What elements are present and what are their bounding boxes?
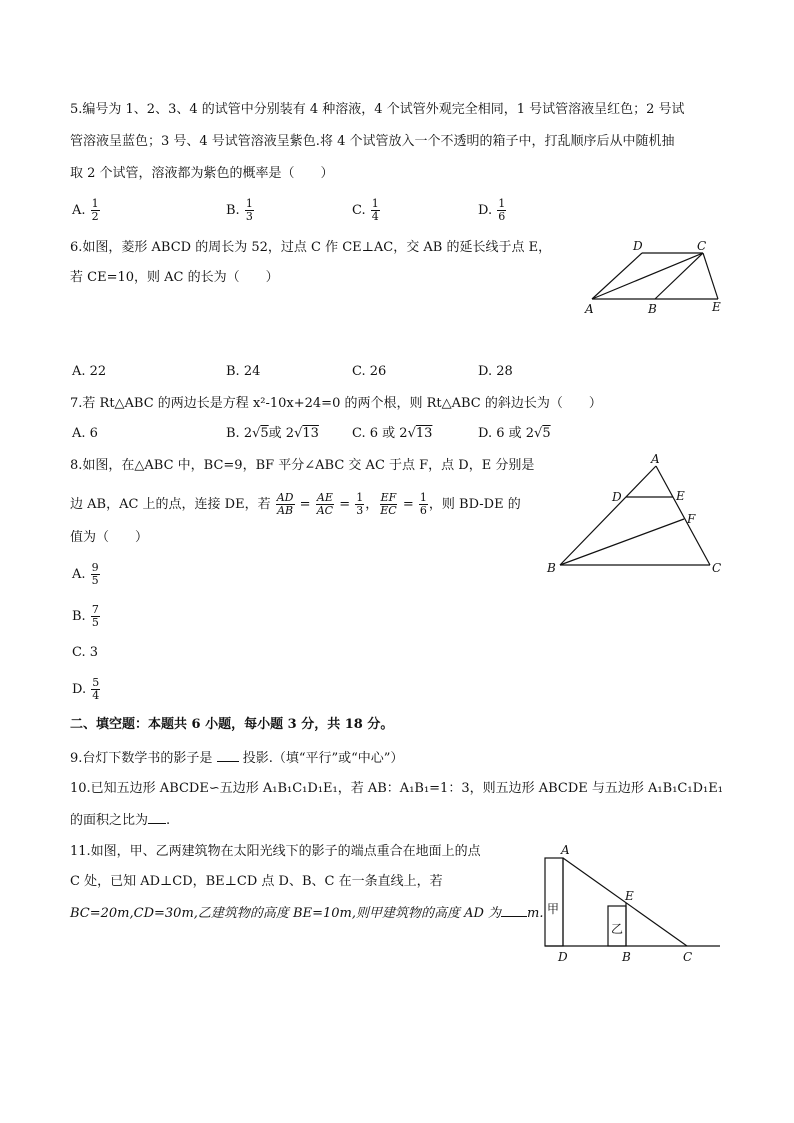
label-E: E <box>712 300 721 314</box>
label-E: E <box>676 489 685 503</box>
q7-line1: 7.若 Rt△ABC 的两边长是方程 x²-10x+24=0 的两个根，则 Rt△ABC 的斜边长为（ ） <box>70 396 602 411</box>
q7-option-c <box>352 424 432 444</box>
fraction: $\frac{7}{5}$ <box>91 603 99 629</box>
text: 的面积之比为 <box>70 813 149 828</box>
segment-AC <box>656 466 710 565</box>
answer-blank[interactable] <box>148 809 166 824</box>
fraction: $\frac{5}{4}$ <box>92 676 100 702</box>
segment-CE <box>703 253 718 299</box>
q8-option-b <box>72 604 101 629</box>
section-title: 二、填空题：本题共 6 小题，每小题 3 分，共 18 分。 <box>70 717 394 732</box>
text: m. <box>527 906 544 921</box>
radicand: 5 <box>542 426 551 441</box>
text: 9.台灯下数学书的影子是 <box>70 751 213 766</box>
equals: = <box>402 497 414 512</box>
q8-line3: 值为（ ） <box>70 530 149 545</box>
option-text: B. 2 <box>226 426 253 441</box>
fraction: $\frac{EF}{EC}$ <box>380 491 397 517</box>
label-B: B <box>648 302 657 316</box>
radicand: 13 <box>302 426 319 441</box>
fraction: $\frac{1}{3}$ <box>356 491 364 517</box>
q6-option-a: A. 22 <box>72 364 107 379</box>
label-D: D <box>633 239 643 253</box>
text: BC=20m,CD=30m,乙建筑物的高度 BE=10m,则甲建筑物的高度 AD 为 <box>70 906 502 921</box>
q6-option-d: D. 28 <box>478 364 513 379</box>
sqrt-icon: √ <box>407 426 416 441</box>
q7-option-b <box>226 424 319 444</box>
label-C: C <box>712 561 722 575</box>
q8-option-a <box>72 562 101 587</box>
option-label: C. <box>352 203 366 218</box>
label-B: B <box>547 561 556 575</box>
sqrt-icon: √ <box>252 426 261 441</box>
label-yi: 乙 <box>611 922 624 936</box>
option-label: B. <box>226 203 240 218</box>
text: . <box>166 813 171 828</box>
segment-AB <box>560 466 656 565</box>
segment-BC <box>655 253 703 299</box>
radicand: 13 <box>415 426 433 441</box>
label-D: D <box>612 490 622 504</box>
fraction: $\frac{1}{3}$ <box>245 197 253 223</box>
q11-line1: 11.如图，甲、乙两建筑物在太阳光线下的影子的端点重合在地面上的点 <box>70 844 481 859</box>
fraction: $\frac{1}{4}$ <box>371 197 379 223</box>
text: 边 AB，AC 上的点，连接 DE，若 <box>70 497 271 512</box>
sqrt-icon: √ <box>534 426 543 441</box>
segment-BF <box>560 519 684 565</box>
rhombus-figure <box>575 235 735 320</box>
q11-line3 <box>70 902 544 924</box>
fraction: $\frac{1}{2}$ <box>91 197 99 223</box>
q7-option-d <box>478 424 551 444</box>
q5-option-c <box>352 198 381 223</box>
q5-option-b <box>226 198 255 223</box>
option-text: D. 6 或 2 <box>478 426 535 441</box>
label-A: A <box>585 302 594 316</box>
q11-line2: C 处，已知 AD⊥CD，BE⊥CD 点 D、B、C 在一条直线上，若 <box>70 874 443 889</box>
fraction: $\frac{AE}{AC}$ <box>316 491 334 517</box>
q5-line3: 取 2 个试管，溶液都为紫色的概率是（ ） <box>70 166 334 181</box>
label-F: F <box>687 512 696 526</box>
fraction: $\frac{1}{6}$ <box>419 491 427 517</box>
option-label: D. <box>72 682 87 697</box>
label-C: C <box>683 950 693 964</box>
label-B: B <box>622 950 631 964</box>
q5-option-a <box>72 198 101 223</box>
q6-line1: 6.如图，菱形 ABCD 的周长为 52，过点 C 作 CE⊥AC，交 AB 的延长线于点 E， <box>70 240 552 255</box>
buildings-figure <box>535 838 725 968</box>
option-label: D. <box>478 203 493 218</box>
label-D: D <box>558 950 568 964</box>
q8-option-c: C. 3 <box>72 645 99 660</box>
q8-line2 <box>70 492 521 518</box>
q5-line2: 管溶液呈蓝色；3 号、4 号试管溶液呈紫色.将 4 个试管放入一个不透明的箱子中，打乱顺序后从中随机抽 <box>70 134 675 149</box>
answer-blank[interactable] <box>501 902 527 917</box>
q10-line1: 10.已知五边形 ABCDE∽五边形 A₁B₁C₁D₁E₁，若 AB：A₁B₁=1：3，则五边形 ABCDE 与五边形 A₁B₁C₁D₁E₁ <box>70 781 723 796</box>
comma: ， <box>365 497 379 512</box>
q10-line2 <box>70 809 170 831</box>
answer-blank[interactable] <box>217 747 239 762</box>
q9-line <box>70 747 403 769</box>
fraction: $\frac{9}{5}$ <box>91 561 99 587</box>
q5-option-d <box>478 198 507 223</box>
fraction: $\frac{AD}{AB}$ <box>276 491 294 517</box>
fraction: $\frac{1}{6}$ <box>498 197 506 223</box>
label-E: E <box>625 889 634 903</box>
q8-option-d <box>72 677 101 702</box>
q7-option-a: A. 6 <box>72 426 98 441</box>
option-label: B. <box>72 609 86 624</box>
radicand: 5 <box>260 426 269 441</box>
text: 投影.（填“平行”或“中心”） <box>242 751 404 766</box>
label-A: A <box>561 843 570 857</box>
triangle-figure <box>540 452 730 582</box>
segment-AD <box>592 253 642 299</box>
q6-option-c: C. 26 <box>352 364 387 379</box>
q5-line1: 5.编号为 1、2、3、4 的试管中分别装有 4 种溶液，4 个试管外观完全相同，1 号试管溶液呈红色；2 号试 <box>70 102 685 117</box>
q6-option-b: B. 24 <box>226 364 261 379</box>
label-C: C <box>697 239 707 253</box>
option-text: C. 6 或 2 <box>352 426 408 441</box>
q8-line1: 8.如图，在△ABC 中，BC=9，BF 平分∠ABC 交 AC 于点 F，点 D，E 分别是 <box>70 458 535 473</box>
equals: = <box>299 497 311 512</box>
segment-AC <box>592 253 703 299</box>
option-label: A. <box>72 567 86 582</box>
option-label: A. <box>72 203 86 218</box>
label-A: A <box>651 452 660 466</box>
option-text: 或 2 <box>268 426 295 441</box>
equals: = <box>339 497 351 512</box>
sqrt-icon: √ <box>294 426 303 441</box>
label-jia: 甲 <box>547 902 560 916</box>
q6-line2: 若 CE=10，则 AC 的长为（ ） <box>70 270 279 285</box>
text: ，则 BD-DE 的 <box>428 497 521 512</box>
